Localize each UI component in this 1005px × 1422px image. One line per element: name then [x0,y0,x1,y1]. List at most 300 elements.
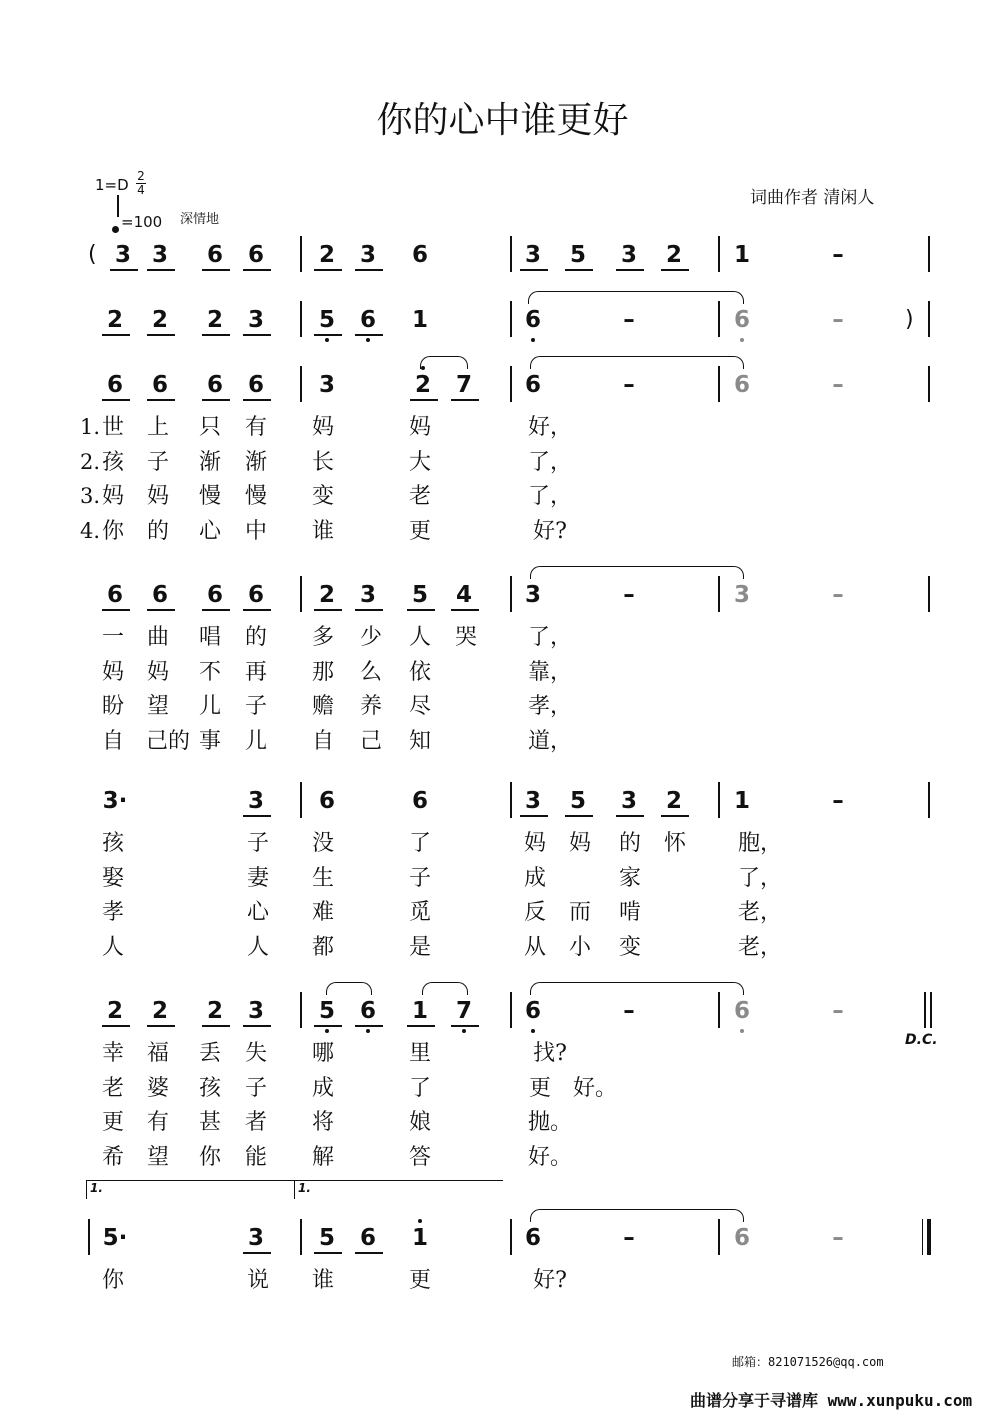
note-underline [410,399,438,401]
lyric-syllable: 妈 [101,659,124,685]
note: 1 [733,242,750,268]
note-underline [565,269,593,271]
note: 2 [151,307,168,333]
lyric-syllable: 娘 [408,1110,431,1135]
note-underline [243,399,271,401]
double-bar-line [924,992,926,1028]
note: – [623,1225,635,1251]
lyric-syllable: 失 [244,1041,267,1066]
lyric-syllable: 心 [246,900,269,925]
note: 6 [106,582,123,608]
note: 3 [733,582,750,608]
time-signature-bottom: 4 [137,183,145,197]
note-underline [314,334,342,336]
note: 6 [733,1225,750,1251]
note: 3 [247,1225,264,1251]
lyric-syllable: 没 [311,831,334,856]
note: 3 [151,242,168,268]
note-underline [102,334,130,336]
verse-number: 3. [80,484,101,508]
note-underline [661,269,689,271]
note: 5· [102,1225,128,1251]
note: 2 [665,242,682,268]
lyric-syllable: 好。 [527,1144,572,1170]
note: 3 [359,242,376,268]
note: 2 [206,307,223,333]
lyric-syllable: 妈 [146,659,169,685]
lyric-syllable: 哭 [454,625,477,650]
lyric-syllable: 生 [311,865,334,891]
lyric-syllable: 好? [533,518,567,544]
note-underline [243,609,271,611]
note: 5 [569,788,586,814]
lyric-syllable: 了， [737,865,782,891]
lyric-syllable: 答 [408,1144,431,1170]
note: 6 [318,788,335,814]
note: – [832,998,844,1024]
note-underline [243,334,271,336]
lyric-syllable: 希 [101,1144,124,1170]
key-signature: 1=D [95,176,129,194]
note-underline [243,1025,271,1027]
bar-line [510,576,512,612]
note: 6 [359,1225,376,1251]
lyric-syllable: 望 [146,1144,169,1170]
note-underline [314,1252,342,1254]
lyric-syllable: 再 [244,659,267,685]
note: 1 [733,788,750,814]
note: – [832,372,844,398]
lyric-syllable: 找? [533,1041,567,1066]
lyric-syllable: 反 [523,900,546,925]
lyric-syllable: 人 [246,934,269,960]
lyric-syllable: 的 [146,518,169,544]
volta-bracket-2 [294,1180,503,1199]
lyric-syllable: 而 [568,900,591,925]
lyric-syllable: 尽 [408,694,431,719]
bar-line [300,236,302,272]
note-underline [202,1025,230,1027]
lyric-syllable: 更 [408,1268,431,1293]
lyric-syllable: 难 [311,900,334,925]
bar-line [928,301,930,337]
note: 6 [411,788,428,814]
lyric-syllable: 渐 [198,449,221,475]
note: 6 [206,242,223,268]
tie-slur [530,1209,744,1222]
note: – [832,788,844,814]
volta-bracket-1 [86,1180,295,1199]
note: 2 [318,242,335,268]
author-credit: 词曲作者 清闲人 [750,188,875,208]
tie-slur [530,982,744,995]
note: 6 [247,372,264,398]
lyric-syllable: 从 [523,934,546,960]
lyric-syllable: 成 [311,1075,334,1101]
lyric-syllable: 你 [198,1144,221,1170]
note: 6 [411,242,428,268]
lyric-syllable: 老， [737,934,782,960]
bar-line [510,1219,512,1255]
note: 5 [569,242,586,268]
bar-line [300,301,302,337]
bar-line [510,366,512,402]
note-underline [314,609,342,611]
lyric-syllable: 的 [244,625,267,650]
lyric-syllable: 心 [198,518,221,544]
tie-slur [530,566,744,579]
lyric-syllable: 自 [311,728,334,754]
lyric-syllable: 了， [527,625,572,650]
lyric-syllable: 小 [568,934,591,960]
lyric-syllable: 娶 [101,865,124,891]
note: – [623,998,635,1024]
note: 3 [524,788,541,814]
lyric-syllable: 福 [146,1041,169,1066]
note: 3 [318,372,335,398]
note: 3 [524,242,541,268]
octave-dot-below [462,1029,466,1033]
note-underline [355,1025,383,1027]
lyric-syllable: 老 [408,484,431,509]
lyric-syllable: 么 [359,659,382,685]
tie-slur [530,356,744,369]
lyric-syllable: 依 [408,659,431,685]
lyric-syllable: 慢 [244,484,267,509]
lyric-syllable: 妈 [311,415,334,440]
note-underline [355,1252,383,1254]
bar-line [928,782,930,818]
lyric-syllable: 自 [101,728,124,754]
lyric-syllable: 胞， [737,831,782,856]
note: 2 [665,788,682,814]
lyric-syllable: 你 [101,1268,124,1293]
note: 4 [455,582,472,608]
lyric-syllable: 解 [311,1144,334,1170]
note: 6 [359,307,376,333]
lyric-syllable: 曲 [146,625,169,650]
note-underline [407,1025,435,1027]
note: 6 [733,307,750,333]
note: 3 [247,307,264,333]
note: 5 [411,582,428,608]
note: 3 [524,582,541,608]
lyric-syllable: 大 [408,449,431,475]
lyric-syllable: 好? [533,1268,567,1293]
note: 6 [524,998,541,1024]
lyric-syllable: 的 [618,831,641,856]
bar-line [928,236,930,272]
final-bar-thick [927,1219,931,1255]
lyric-syllable: 了 [408,831,431,856]
verse-number: 4. [80,518,101,543]
octave-dot-below [325,1029,329,1033]
lyric-syllable: 子 [244,694,267,719]
lyric-syllable: 是 [408,934,431,960]
note-underline [451,1025,479,1027]
note-underline [147,399,175,401]
lyric-syllable: 妈 [523,831,546,856]
lyric-syllable: 孝， [527,694,572,719]
lyric-syllable: 儿 [244,728,267,754]
bar-line [928,576,930,612]
lyric-syllable: 多 [311,625,334,650]
lyric-syllable: 事 [198,728,221,754]
lyric-syllable: 人 [408,625,431,650]
lyric-syllable: 家 [618,865,641,891]
bar-line [510,992,512,1028]
note-underline [147,1025,175,1027]
note: 7 [455,998,472,1024]
octave-dot-below [325,338,329,342]
lyric-syllable: 都 [311,934,334,960]
note: – [832,1225,844,1251]
lyric-syllable: 者 [244,1110,267,1135]
note: 6 [359,998,376,1024]
note-underline [243,815,271,817]
note: 3 [620,242,637,268]
paren-open: ( [88,242,97,267]
lyric-syllable: 老， [737,900,782,925]
time-signature [136,170,146,197]
verse-number: 1. [80,415,101,439]
lyric-syllable: 谁 [311,518,334,544]
lyric-syllable: 将 [311,1110,334,1135]
lyric-syllable: 己的 [145,728,190,754]
note: 6 [151,582,168,608]
octave-dot-below [531,338,535,342]
lyric-syllable: 上 [146,415,169,440]
bar-line [718,782,720,818]
lyric-syllable: 一 [101,625,124,650]
note: 3 [359,582,376,608]
tempo-value: =100 [121,213,163,231]
note-underline [451,609,479,611]
lyric-syllable: 妈 [408,415,431,440]
bar-line [88,1219,90,1255]
note-underline [147,334,175,336]
octave-dot-above [418,1219,422,1223]
lyric-syllable: 婆 [146,1075,169,1101]
note: 7 [455,372,472,398]
note-underline [102,1025,130,1027]
lyric-syllable: 了 [408,1075,431,1101]
note-underline [243,269,271,271]
note: 6 [733,372,750,398]
note-underline [520,815,548,817]
tie-slur [326,982,372,995]
lyric-syllable: 孩 [101,449,124,475]
lyric-syllable: 抛。 [527,1110,572,1135]
lyric-syllable: 妈 [101,484,124,509]
note: 2 [151,998,168,1024]
note-underline [110,269,138,271]
note: 2 [106,998,123,1024]
footer-site-credit: 曲谱分享于寻谱库 www.xunpuku.com [690,1391,973,1410]
lyric-syllable: 幸 [101,1041,124,1066]
lyric-syllable: 甚 [198,1110,221,1135]
bar-line [510,782,512,818]
lyric-syllable: 谁 [311,1268,334,1293]
lyric-syllable: 里 [408,1041,431,1066]
lyric-syllable: 好， [527,415,572,440]
lyric-syllable: 人 [101,934,124,960]
note: 3 [247,788,264,814]
bar-line [300,782,302,818]
lyric-syllable: 儿 [198,694,221,719]
note: 6 [247,582,264,608]
note-underline [314,269,342,271]
note-underline [355,609,383,611]
note: 6 [206,372,223,398]
bar-line [300,992,302,1028]
note: 5 [318,998,335,1024]
note-underline [616,269,644,271]
lyric-syllable: 少 [359,625,382,650]
lyric-syllable: 子 [244,1075,267,1101]
volta-label: 1. [90,1181,103,1195]
note: 3· [102,788,128,814]
note: 6 [524,1225,541,1251]
bar-line [718,236,720,272]
lyric-syllable: 妈 [568,831,591,856]
note: 6 [151,372,168,398]
dc-marking: D.C. [905,1032,938,1048]
lyric-syllable: 了， [527,484,572,509]
lyric-syllable: 望 [146,694,169,719]
note: 3 [620,788,637,814]
lyric-syllable: 啃 [618,900,641,925]
lyric-syllable: 丢 [198,1041,221,1066]
note: 6 [524,372,541,398]
note: 5 [318,307,335,333]
note-underline [314,1025,342,1027]
page-title: 你的心中谁更好 [376,100,629,141]
lyric-syllable: 唱 [198,625,221,650]
lyric-syllable: 有 [244,415,267,440]
bar-line [718,576,720,612]
note-underline [202,269,230,271]
note-underline [616,815,644,817]
lyric-syllable: 慢 [198,484,221,509]
tempo-marking [112,205,162,231]
lyric-syllable: 靠， [527,659,572,685]
lyric-syllable: 能 [244,1144,267,1170]
note: 6 [733,998,750,1024]
note-underline [102,609,130,611]
lyric-syllable: 哪 [311,1041,334,1066]
note-underline [355,334,383,336]
note-underline [147,269,175,271]
lyric-syllable: 成 [523,865,546,891]
bar-line [300,366,302,402]
note: – [832,307,844,333]
lyric-syllable: 道， [527,728,572,754]
lyric-syllable: 有 [146,1110,169,1135]
lyric-syllable: 渐 [244,449,267,475]
bar-line [510,236,512,272]
lyric-syllable: 世 [101,415,124,440]
note: 2 [318,582,335,608]
lyric-syllable: 变 [311,484,334,509]
lyric-syllable: 只 [198,415,221,440]
note: – [832,242,844,268]
contact-email: 邮箱：821071526@qq.com [732,1355,884,1369]
quarter-note-stem [117,195,119,217]
note-underline [243,1252,271,1254]
tie-slur [420,356,468,369]
lyric-syllable: 知 [408,728,431,754]
lyric-syllable: 妻 [246,865,269,891]
lyric-syllable: 子 [246,831,269,856]
note: 2 [106,307,123,333]
note-underline [147,609,175,611]
lyric-syllable: 那 [311,659,334,685]
note-underline [355,269,383,271]
lyric-syllable: 孝 [101,900,124,925]
note: 1 [411,998,428,1024]
lyric-syllable: 变 [618,934,641,960]
lyric-syllable: 赡 [311,694,334,719]
lyric-syllable: 好。 [572,1075,617,1101]
octave-dot-below [366,1029,370,1033]
quarter-note-icon [112,226,119,233]
lyric-syllable: 孩 [101,831,124,856]
bar-line [928,366,930,402]
lyric-syllable: 妈 [146,484,169,509]
note: 5 [318,1225,335,1251]
lyric-syllable: 孩 [198,1075,221,1101]
double-bar-line [930,992,932,1028]
final-bar-thin [922,1219,923,1255]
bar-line [300,1219,302,1255]
note-underline [407,609,435,611]
note-underline [202,609,230,611]
lyric-syllable: 己 [359,728,382,754]
note-underline [451,399,479,401]
paren-close: ) [905,307,914,332]
note: 1 [411,1225,428,1251]
note: 6 [106,372,123,398]
lyric-syllable: 盼 [101,694,124,719]
bar-line [510,301,512,337]
bar-line [300,576,302,612]
note: 1 [411,307,428,333]
note-underline [102,399,130,401]
note: 3 [114,242,131,268]
note: – [623,307,635,333]
tie-slur [528,291,744,304]
lyric-syllable: 子 [408,865,431,891]
note: 6 [524,307,541,333]
lyric-syllable: 中 [244,518,267,544]
tie-slur [422,982,468,995]
note: 2 [206,998,223,1024]
note: 3 [247,998,264,1024]
note-underline [661,815,689,817]
lyric-syllable: 不 [198,659,221,685]
lyric-syllable: 怀 [663,831,686,856]
lyric-syllable: 了， [527,449,572,475]
note-underline [565,815,593,817]
bar-line [718,301,720,337]
octave-dot-below [531,1029,535,1033]
lyric-syllable: 更 [408,518,431,544]
note: – [623,582,635,608]
verse-number: 2. [80,449,101,474]
lyric-syllable: 更 [528,1075,551,1101]
note: – [623,372,635,398]
